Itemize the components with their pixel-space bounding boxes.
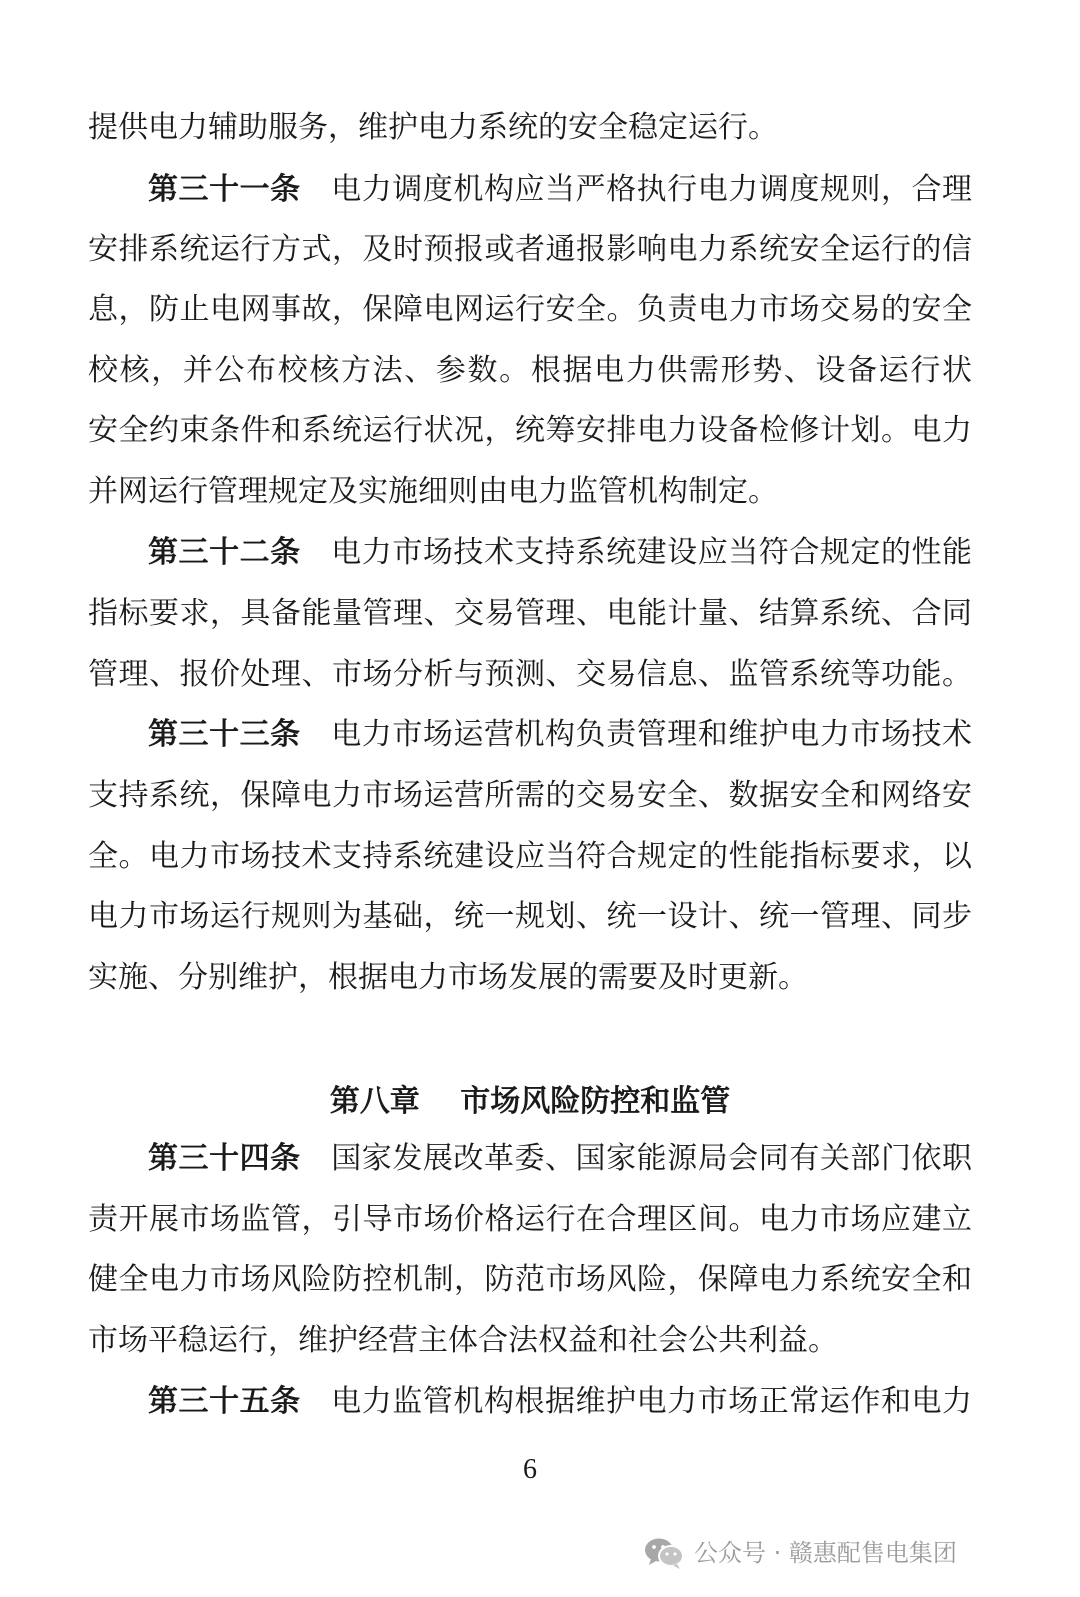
- article-31-heading: 第三十一条: [148, 172, 301, 207]
- body-line: 支持系统，保障电力市场运营所需的交易安全、数据安全和网络安: [88, 778, 972, 813]
- watermark: [644, 1531, 957, 1575]
- page-number: 6: [523, 1454, 537, 1485]
- article-31-first-line: 第三十一条 电力调度机构应当严格执行电力调度规则，合理: [148, 172, 972, 207]
- body-line: 健全电力市场风险防控机制，防范市场风险，保障电力系统安全和: [88, 1262, 972, 1297]
- body-line: 责开展市场监管，引导市场价格运行在合理区间。电力市场应建立: [88, 1202, 972, 1237]
- body-line: 实施、分别维护，根据电力市场发展的需要及时更新。: [88, 960, 808, 995]
- body-line: 提供电力辅助服务，维护电力系统的安全稳定运行。: [88, 110, 778, 145]
- body-line: 校核，并公布校核方法、参数。根据电力供需形势、设备运行状: [88, 353, 972, 388]
- body-line: 安排系统运行方式，及时预报或者通报影响电力系统安全运行的信: [88, 232, 972, 267]
- article-33-heading: 第三十三条: [148, 717, 301, 752]
- body-line: 电力市场运行规则为基础，统一规划、统一设计、统一管理、同步: [88, 899, 972, 934]
- article-32-first-line: 第三十二条 电力市场技术支持系统建设应当符合规定的性能: [148, 535, 972, 570]
- article-35-first-line: 第三十五条 电力监管机构根据维护电力市场正常运作和电力: [148, 1384, 972, 1419]
- article-35-heading: 第三十五条: [148, 1384, 301, 1419]
- article-33-first-line: 第三十三条 电力市场运营机构负责管理和维护电力市场技术: [148, 717, 972, 752]
- body-line: 安全约束条件和系统运行状况，统筹安排电力设备检修计划。电力: [88, 413, 972, 448]
- body-line: 市场平稳运行，维护经营主体合法权益和社会公共利益。: [88, 1323, 838, 1358]
- article-34-first-line: 第三十四条 国家发展改革委、国家能源局会同有关部门依职: [148, 1141, 972, 1176]
- body-line: 息，防止电网事故，保障电网运行安全。负责电力市场交易的安全: [88, 292, 972, 327]
- chapter-number: 第八章: [329, 1084, 420, 1119]
- wechat-icon: [644, 1536, 684, 1570]
- watermark-text: 公众号 · 赣惠配售电集团: [694, 1539, 957, 1567]
- body-line: 全。电力市场技术支持系统建设应当符合规定的性能指标要求，以: [88, 839, 972, 874]
- body-line: 管理、报价处理、市场分析与预测、交易信息、监管系统等功能。: [88, 657, 972, 692]
- chapter-title: 市场风险防控和监管: [460, 1084, 731, 1119]
- article-32-heading: 第三十二条: [148, 535, 301, 570]
- body-line: 指标要求，具备能量管理、交易管理、电能计量、结算系统、合同: [88, 596, 972, 631]
- chapter-heading: [0, 1072, 1060, 1132]
- body-line: 并网运行管理规定及实施细则由电力监管机构制定。: [88, 474, 778, 509]
- article-34-heading: 第三十四条: [148, 1141, 301, 1176]
